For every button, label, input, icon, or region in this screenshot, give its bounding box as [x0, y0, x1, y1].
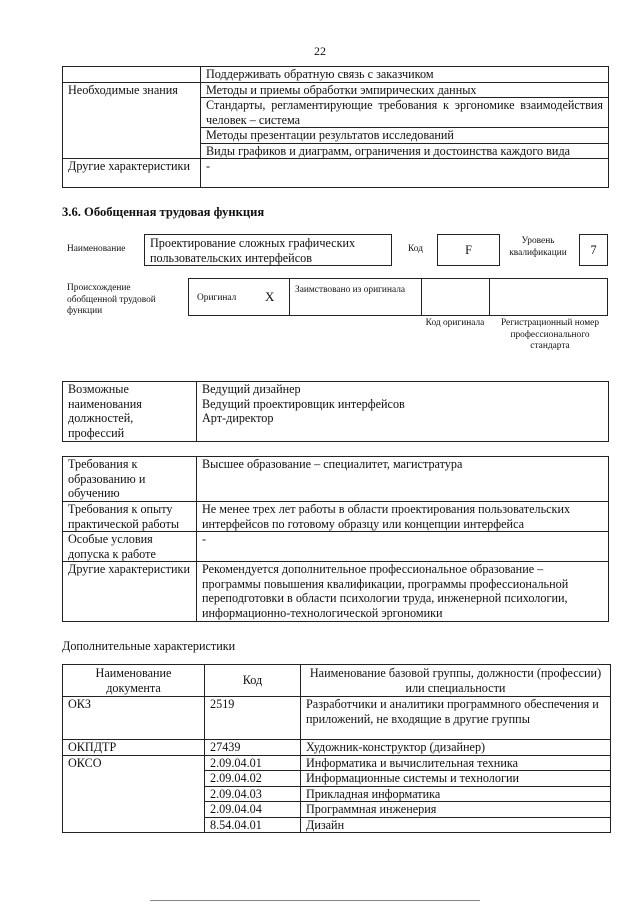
registration-caption: Регистрационный номер профессионального стандарта	[500, 318, 600, 351]
position-item: Ведущий проектировщик интерфейсов	[202, 396, 405, 411]
code-box	[437, 234, 500, 266]
special-conditions-label: Особые условия допуска к работе	[63, 532, 197, 562]
okso-code: 2.09.04.03	[205, 786, 301, 802]
okso-name: Информатика и вычислительная техника	[301, 755, 611, 771]
okz-name: Разработчики и аналитики программного обеспечения и приложений, не входящие в другие группы	[301, 697, 611, 740]
other-label: Другие характеристики	[63, 562, 197, 622]
positions-table	[62, 381, 609, 442]
special-conditions-value: -	[197, 532, 609, 562]
name-label: Наименование	[67, 244, 126, 254]
header-code: Код	[205, 665, 301, 697]
origin-divider-3	[489, 278, 490, 316]
knowledge-item: Методы презентации результатов исследований	[201, 128, 609, 144]
okso-name: Программная инженерия	[301, 802, 611, 818]
level-box	[579, 234, 608, 266]
okso-code: 2.09.04.04	[205, 802, 301, 818]
position-item: Ведущий дизайнер	[202, 382, 301, 396]
knowledge-top-row: Поддерживать обратную связь с заказчиком	[201, 67, 609, 83]
section-title: 3.6. Обобщенная трудовая функция	[62, 205, 265, 219]
original-mark: X	[265, 289, 275, 304]
borrowed-label: Заимствовано из оригинала	[295, 285, 406, 295]
knowledge-label: Необходимые знания	[63, 82, 201, 159]
okpdtr-doc: ОКПДТР	[63, 740, 205, 756]
positions-values	[197, 382, 609, 442]
level-value: 7	[590, 243, 597, 257]
okz-doc: ОКЗ	[63, 697, 205, 740]
origin-divider-1	[289, 278, 290, 316]
function-name-box	[144, 234, 392, 266]
additional-table	[62, 664, 611, 833]
okso-name: Дизайн	[301, 817, 611, 833]
education-value: Высшее образование – специалитет, магистратура	[197, 457, 609, 502]
okso-name: Информационные системы и технологии	[301, 771, 611, 787]
okpdtr-name: Художник-конструктор (дизайнер)	[301, 740, 611, 756]
other-value: Рекомендуется дополнительное профессиональное образование – программы повышения квалификации, программы профессиональной переподготовки в области психологии труда, инженерной психологии, информационно-технологической эргономики	[197, 562, 609, 622]
additional-title: Дополнительные характеристики	[62, 639, 236, 653]
origin-box	[188, 278, 608, 316]
other-characteristics-label: Другие характеристики	[63, 159, 201, 188]
code-original-caption: Код оригинала	[425, 318, 485, 328]
level-label: Уровень квалификации	[509, 236, 567, 258]
origin-label: Происхождение обобщенной трудовой функции	[67, 283, 156, 316]
empty-label-cell	[63, 67, 201, 83]
okso-name: Прикладная информатика	[301, 786, 611, 802]
education-label: Требования к образованию и обучению	[63, 457, 197, 502]
positions-label: Возможные наименования должностей, профессий	[63, 382, 197, 442]
knowledge-item: Виды графиков и диаграмм, ограничения и достоинства каждого вида	[201, 143, 609, 159]
knowledge-item: Методы и приемы обработки эмпирических данных	[201, 82, 609, 98]
original-label: Оригинал	[197, 293, 237, 303]
position-item: Арт-директор	[202, 411, 274, 425]
requirements-table	[62, 456, 609, 622]
origin-divider-2	[421, 278, 422, 316]
header-document: Наименование документа	[63, 665, 205, 697]
okso-doc: ОКСО	[63, 755, 205, 833]
knowledge-table	[62, 66, 609, 188]
experience-value: Не менее трех лет работы в области проектирования пользовательских интерфейсов по готовому образцу или концепции интерфейса	[197, 502, 609, 532]
okpdtr-code: 27439	[205, 740, 301, 756]
code-label: Код	[408, 244, 423, 254]
code-value: F	[465, 243, 472, 257]
okso-code: 8.54.04.01	[205, 817, 301, 833]
okz-code: 2519	[205, 697, 301, 740]
bottom-scan-edge	[150, 900, 480, 901]
okso-code: 2.09.04.02	[205, 771, 301, 787]
experience-label: Требования к опыту практической работы	[63, 502, 197, 532]
knowledge-item: Стандарты, регламентирующие требования к эргономике взаимодействия человек – система	[201, 98, 609, 128]
function-name: Проектирование сложных графических пользовательских интерфейсов	[150, 236, 356, 265]
page-number: 22	[314, 44, 326, 58]
other-characteristics-value: -	[201, 159, 609, 188]
header-name: Наименование базовой группы, должности (профессии) или специальности	[301, 665, 611, 697]
okso-code: 2.09.04.01	[205, 755, 301, 771]
